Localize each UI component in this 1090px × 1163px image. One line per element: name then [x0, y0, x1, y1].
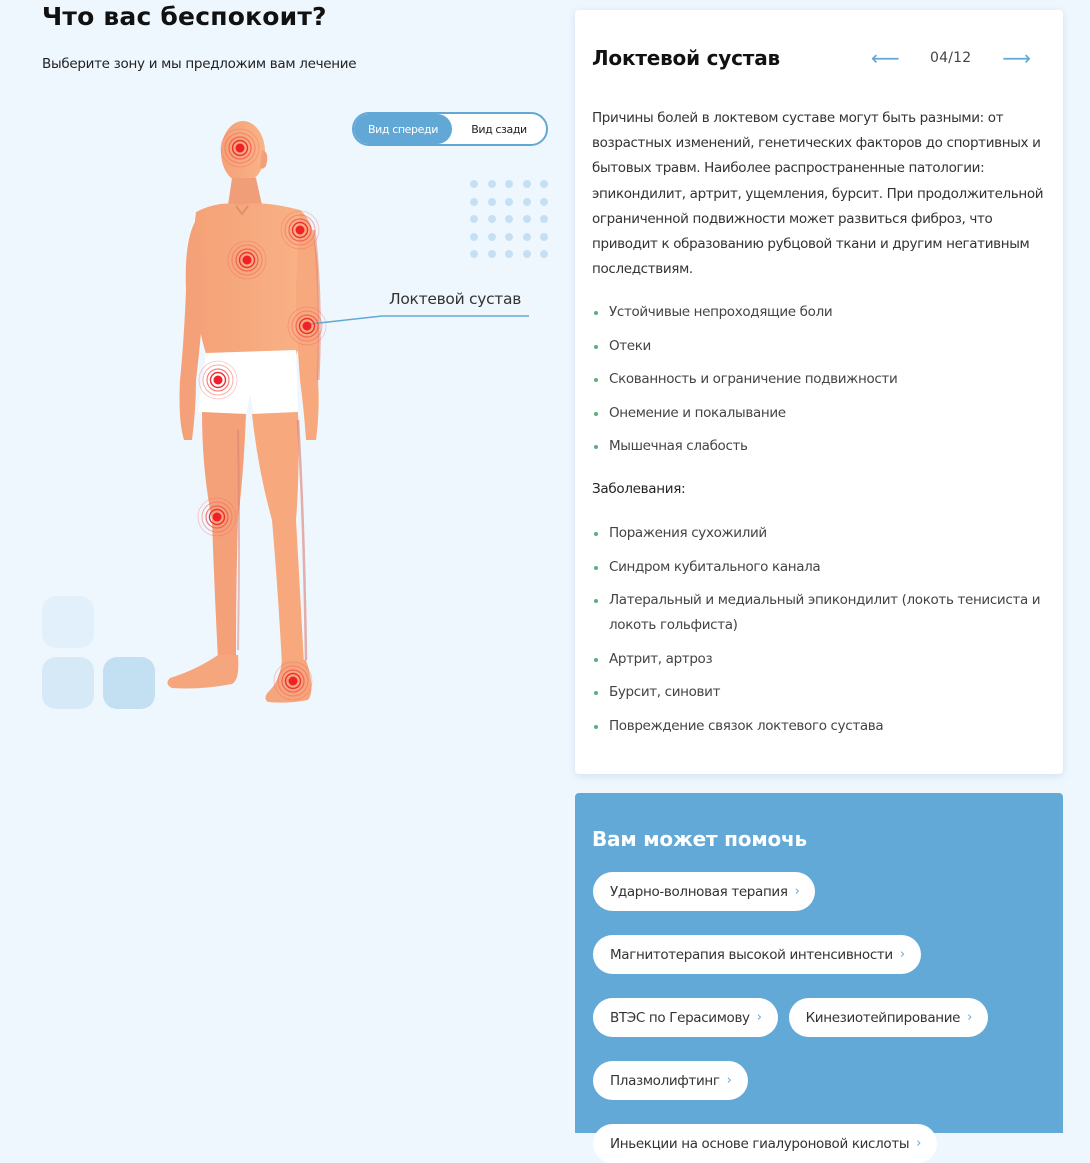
- list-item: Отеки: [592, 334, 1047, 359]
- page-title: Что вас беспокоит?: [42, 2, 327, 31]
- decorative-square: [42, 657, 94, 709]
- diseases-heading: Заболевания:: [592, 481, 686, 497]
- view-toggle: [352, 112, 548, 146]
- chevron-right-icon: ›: [794, 884, 800, 899]
- list-item: Повреждение связок локтевого сустава: [592, 714, 1047, 739]
- chevron-right-icon: ›: [726, 1073, 732, 1088]
- page-subtitle: Выберите зону и мы предложим вам лечение: [42, 56, 357, 72]
- back-view-button[interactable]: Вид сзади: [471, 122, 527, 136]
- pain-point-hip[interactable]: [198, 360, 238, 400]
- treatment-chip-plasmolifting[interactable]: [593, 1061, 748, 1100]
- symptoms-list: [592, 300, 1047, 468]
- list-item: Устойчивые непроходящие боли: [592, 300, 1047, 325]
- chip-label: Кинезиотейпирование: [805, 1009, 961, 1026]
- chip-label: ВТЭС по Герасимову: [610, 1009, 750, 1026]
- front-view-button[interactable]: Вид спереди: [354, 114, 452, 144]
- list-item: Артрит, артроз: [592, 647, 1047, 672]
- decorative-dot-grid: [470, 180, 548, 258]
- treatment-chip-kinesiotaping[interactable]: [789, 998, 988, 1037]
- chevron-right-icon: ›: [756, 1010, 762, 1025]
- list-item: Поражения сухожилий: [592, 521, 1047, 546]
- treatment-chip-magnetotherapy[interactable]: [593, 935, 921, 974]
- arrow-right-icon[interactable]: ⟶: [1002, 46, 1031, 70]
- pain-point-shoulder[interactable]: [280, 210, 320, 250]
- list-item: Латеральный и медиальный эпикондилит (локоть тенисиста и локоть гольфиста): [592, 588, 1047, 638]
- arrow-left-icon[interactable]: ⟵: [871, 46, 900, 70]
- decorative-square: [42, 596, 94, 648]
- pain-point-chest[interactable]: [227, 240, 267, 280]
- list-item: Бурсит, синовит: [592, 680, 1047, 705]
- treatments-title: Вам может помочь: [592, 827, 807, 851]
- treatment-chip-hyaluronic-injections[interactable]: [593, 1124, 937, 1163]
- zone-title: Локтевой сустав: [592, 46, 780, 70]
- pain-point-knee[interactable]: [197, 497, 237, 537]
- diseases-list: [592, 521, 1047, 747]
- chevron-right-icon: ›: [899, 947, 905, 962]
- list-item: Онемение и покалывание: [592, 401, 1047, 426]
- pain-point-ankle[interactable]: [273, 661, 313, 701]
- pain-point-head[interactable]: [220, 128, 260, 168]
- chip-label: Иньекции на основе гиалуроновой кислоты: [610, 1135, 910, 1152]
- treatment-chip-vtes[interactable]: [593, 998, 778, 1037]
- treatment-chips: [593, 872, 1053, 1163]
- decorative-square: [103, 657, 155, 709]
- chip-label: Ударно-волновая терапия: [610, 883, 788, 900]
- list-item: Мышечная слабость: [592, 434, 1047, 459]
- selected-zone-label: Локтевой сустав: [389, 290, 522, 308]
- chevron-right-icon: ›: [967, 1010, 972, 1025]
- zone-description: Причины болей в локтевом суставе могут быть разными: от возрастных изменений, генетических факторов до спортивных и бытовых травм. Наиболее распространенные патологии: эпикондилит, артрит, ущемления, бурсит. При продолжительной ограниченной подвижности может развиться фиброз, что приводит к образованию рубцовой ткани и другим негативным последствиям.: [592, 110, 1044, 278]
- list-item: Синдром кубитального канала: [592, 555, 1047, 580]
- zone-pagination: [871, 48, 1031, 72]
- zone-info-card: [575, 10, 1063, 774]
- human-body-figure: [160, 105, 360, 715]
- chip-label: Плазмолифтинг: [610, 1072, 720, 1089]
- list-item: Скованность и ограничение подвижности: [592, 367, 1047, 392]
- chevron-right-icon: ›: [916, 1136, 922, 1151]
- pain-point-elbow[interactable]: [287, 306, 327, 346]
- treatments-card: [575, 793, 1063, 1152]
- treatment-chip-shockwave[interactable]: [593, 872, 815, 911]
- page-counter: 04/12: [930, 50, 972, 66]
- chip-label: Магнитотерапия высокой интенсивности: [610, 946, 893, 963]
